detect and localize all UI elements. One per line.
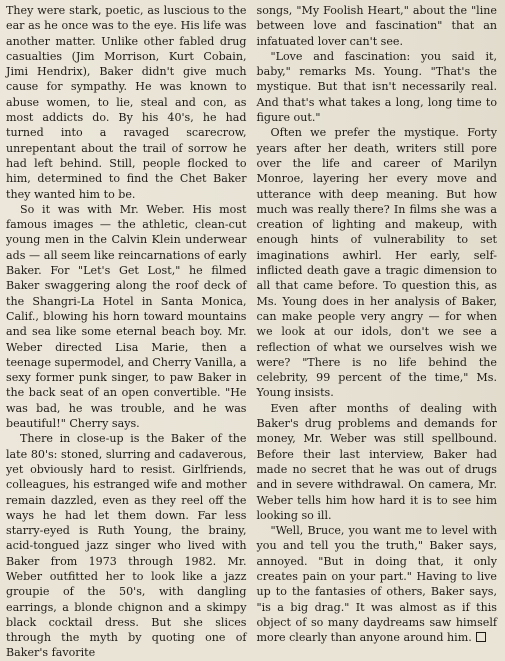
- article-columns: [6, 3, 497, 660]
- paragraph: There in close-up is the Baker of the late 80's: stoned, slurring and cadaverous, yet obviously hard to resist. Girlfriends, colleagues, his estranged wife and mother remain dazzled, even as they reel off the ways he had let them down. Far less starry-eyed is Ruth Young, the brainy, acid-tongued jazz singer who lived with Baker from 1973 through 1982. Mr. Weber outfitted her to look like a jazz groupie of the 50's, with dangling earrings, a blonde chignon and a skimpy black cocktail dress. But she slices through the myth by quoting one of Baker's favorite: [6, 432, 247, 660]
- paragraph: So it was with Mr. Weber. His most famous images — the athletic, clean-cut young men in the Calvin Klein underwear ads — all seem like reincarnations of early Baker. For "Let's Get Lost," he filmed Baker swaggering along the roof deck of the Shangri-La Hotel in Santa Monica, Calif., blowing his horn toward mountains and sea like some eternal beach boy. Mr. Weber directed Lisa Marie, then a teenage supermodel, and Cherry Vanilla, a sexy former punk singer, to paw Baker in the back seat of an open convertible. "He was bad, he was trouble, and he was beautiful!" Cherry says.: [6, 202, 247, 431]
- paragraph: They were stark, poetic, as luscious to the ear as he once was to the eye. His life was another matter. Unlike other fabled drug casualties (Jim Morrison, Kurt Cobain, Jimi Hendrix), Baker didn't give much cause for sympathy. He was known to abuse women, to lie, steal and con, as most addicts do. By his 40's, he had turned into a ravaged scarecrow, unrepentant about the trail of sorrow he had left behind. Still, people flocked to him, determined to find the Chet Baker they wanted him to be.: [6, 4, 247, 201]
- paragraph: "Well, Bruce, you want me to level with you and tell you the truth," Baker says, annoyed. "But in doing that, it only creates pain on your part." Having to live up to the fantasies of others, Baker says, "is a big drag." It was almost as if this object of so many daydreams saw himself more clearly than anyone around him.: [256, 524, 497, 645]
- article-column-left: [6, 3, 247, 660]
- end-of-article-mark: [476, 632, 486, 642]
- paragraph: Even after months of dealing with Baker's drug problems and demands for money, Mr. Weber was still spellbound. Before their last interview, Baker had made no secret that he was out of drugs and in severe withdrawal. On camera, Mr. Weber tells him how hard it is to see him looking so ill.: [256, 401, 497, 522]
- paragraph: "Love and fascination: you said it, baby," remarks Ms. Young. "That's the mystique. But that isn't necessarily real. And that's what takes a long, long time to figure out.": [256, 49, 497, 125]
- paragraph: Often we prefer the mystique. Forty years after her death, writers still pore over the life and career of Marilyn Monroe, layering her every move and utterance with deep meaning. But how much was really there? In films she was a creation of lighting and makeup, with enough hints of vulnerability to set imaginations awhirl. Her early, self-inflicted death gave a tragic dimension to all that came before. To question this, as Ms. Young does in her analysis of Baker, can make people very angry — for when we look at our idols, don't we see a reflection of what we ourselves wish we were? "There is no life behind the celebrity, 99 percent of the time," Ms. Young insists.: [256, 126, 497, 400]
- article-column-right: [256, 3, 498, 645]
- paragraph: songs, "My Foolish Heart," about the "line between love and fascination" that an infatuated lover can't see.: [256, 4, 497, 48]
